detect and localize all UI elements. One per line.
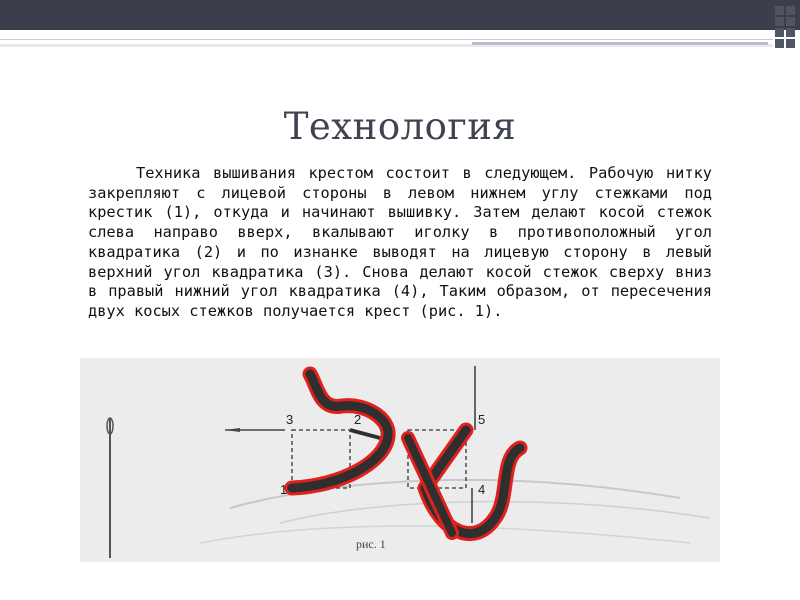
decor-square [786,17,795,26]
label-2: 2 [354,412,362,427]
decor-line [0,39,773,40]
figure-cross-stitch [80,358,720,562]
decor-square [775,39,784,48]
decor-square [786,39,795,48]
label-5: 5 [478,412,486,427]
body-paragraph: Техника вышивания крестом состоит в следующем. Рабочую нитку закрепляют с лицевой стороны в левом нижнем углу стежками под крестик (1), откуда и начинают вышивку. Затем делают косой стежок слева направо вверх, вкалывают иголку в противоположный угол квадратика (2) и по изнанке выводят на лицевую сторону в левый верхний угол квадратика (3). Снова делают косой стежок сверху вниз в правый нижний угол квадратика (4), Таким образом, от пересечения двух косых стежков получается крест (рис. 1). [88,164,712,320]
figure-drawing [80,358,720,562]
decor-square [775,17,784,26]
top-bar [0,0,800,30]
decor-line [472,42,768,45]
slide-body [88,164,712,322]
decor-square [775,28,784,37]
label-1: 1 [280,482,288,497]
slide-title: Технология [283,105,517,148]
label-3: 3 [286,412,294,427]
decor-square [786,28,795,37]
label-4: 4 [478,482,486,497]
decor-square [786,6,795,15]
decor-square [775,6,784,15]
figure-caption: рис. 1 [356,537,386,551]
